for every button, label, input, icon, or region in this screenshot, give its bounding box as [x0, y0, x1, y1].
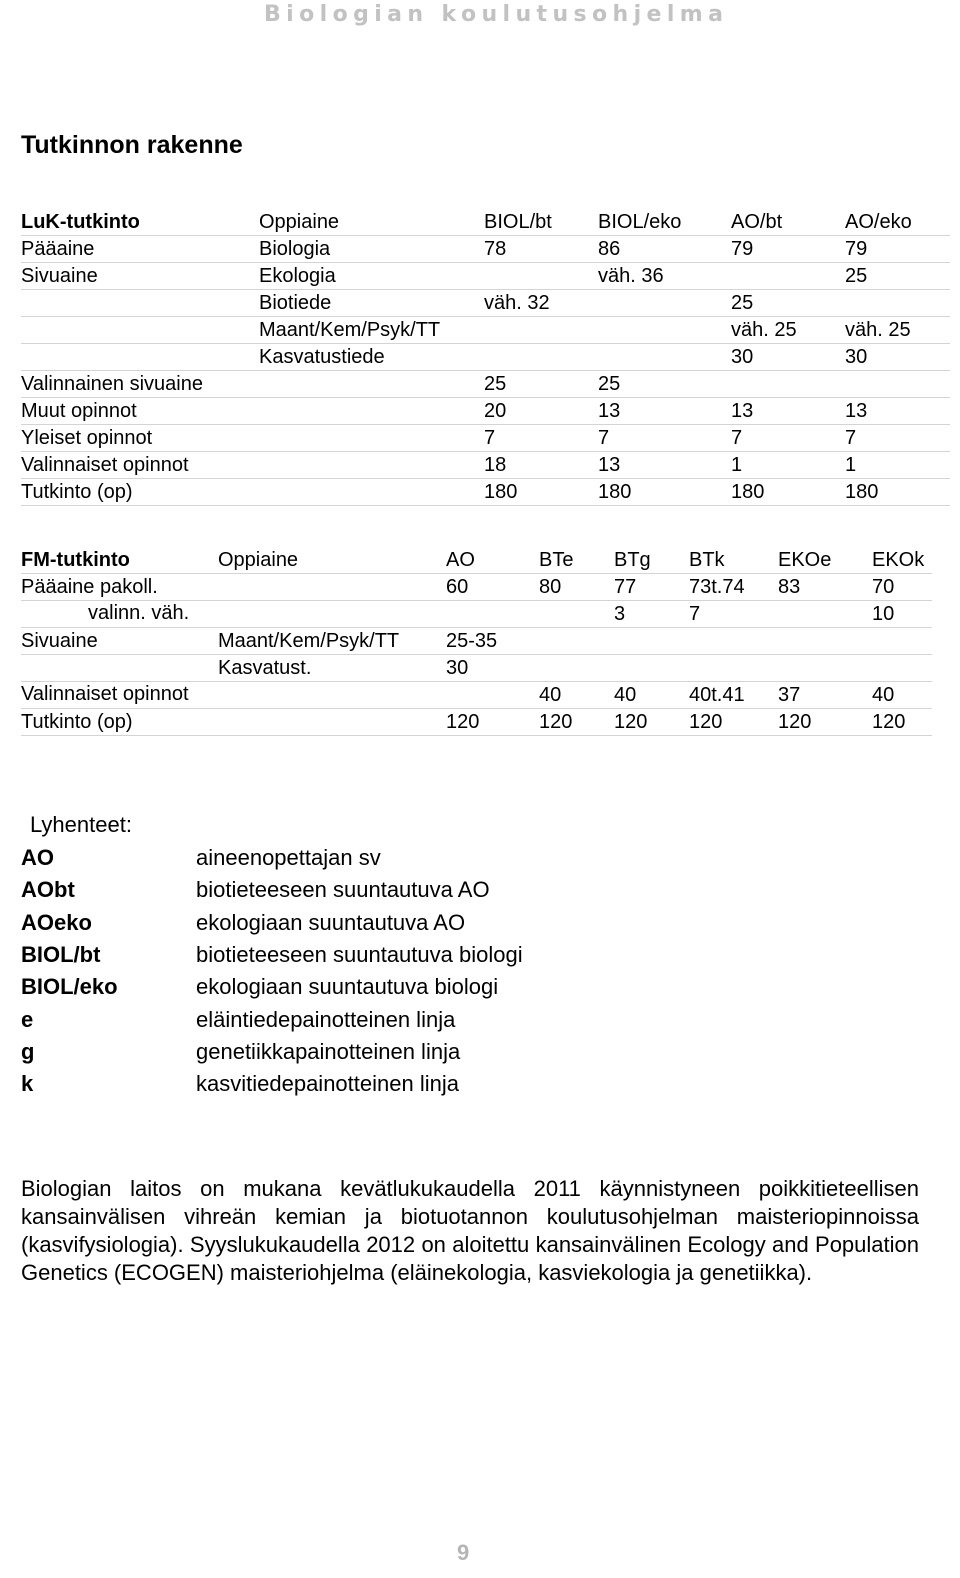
table-cell: 70 [872, 574, 932, 601]
table-cell: BIOL/bt [484, 209, 598, 236]
table-row [21, 452, 950, 479]
table-cell [484, 344, 598, 371]
table-cell [539, 655, 614, 682]
table-cell: 120 [614, 709, 689, 736]
abbreviation-key: e [21, 1006, 34, 1032]
table-cell: 7 [598, 425, 731, 452]
table-cell [218, 709, 446, 736]
abbreviation-key: AOeko [21, 909, 92, 935]
table-cell: 120 [446, 709, 539, 736]
table-cell: 80 [539, 574, 614, 601]
table-cell: valinn. väh. [21, 601, 218, 628]
table-cell [259, 398, 484, 425]
table-cell: 7 [845, 425, 950, 452]
table-cell: AO [446, 547, 539, 574]
table-cell: Tutkinto (op) [21, 479, 259, 506]
table-cell: 1 [845, 452, 950, 479]
abbreviation-key: g [21, 1038, 35, 1064]
table-cell [484, 263, 598, 290]
table-row [21, 317, 950, 344]
table-cell [689, 628, 778, 655]
table-cell: 83 [778, 574, 872, 601]
table-cell: FM-tutkinto [21, 547, 218, 574]
table-cell: Muut opinnot [21, 398, 259, 425]
table-cell: 10 [872, 601, 932, 628]
page-number: 9 [457, 1540, 470, 1565]
table-cell: 25-35 [446, 628, 539, 655]
table-cell: 37 [778, 682, 872, 709]
table-row [21, 709, 932, 736]
table-cell: 40t.41 [689, 682, 778, 709]
table-cell [778, 628, 872, 655]
table-cell: 180 [845, 479, 950, 506]
table-cell: väh. 25 [845, 317, 950, 344]
abbreviation-meaning: kasvitiedepainotteinen linja [196, 1071, 459, 1097]
table-cell: Maant/Kem/Psyk/TT [259, 317, 484, 344]
table-cell: 30 [731, 344, 845, 371]
table-cell: 13 [598, 452, 731, 479]
table-cell: 25 [845, 263, 950, 290]
table-cell [259, 452, 484, 479]
table-row [21, 479, 950, 506]
table-cell: Tutkinto (op) [21, 709, 218, 736]
table-cell: Yleiset opinnot [21, 425, 259, 452]
table-cell: Maant/Kem/Psyk/TT [218, 628, 446, 655]
table-cell: 79 [845, 236, 950, 263]
table-cell [689, 655, 778, 682]
table-cell [218, 601, 446, 628]
table-cell: Ekologia [259, 263, 484, 290]
table-cell: Pääaine pakoll. [21, 574, 218, 601]
abbreviation-meaning: genetiikkapainotteinen linja [196, 1038, 461, 1064]
table-row [21, 682, 932, 709]
table-cell: 7 [731, 425, 845, 452]
table-cell [21, 290, 259, 317]
table-cell [259, 479, 484, 506]
table-cell [21, 655, 218, 682]
table-cell [539, 601, 614, 628]
table-cell: Biotiede [259, 290, 484, 317]
body-paragraph: Biologian laitos on mukana kevätlukukaudella 2011 käynnistyneen poikkitieteellisen kansainvälisen vihreän kemian ja biotuotannon koulutusohjelman maisteriopinnoissa (kasvifysiologia). Syyslukukaudella 2012 on aloitettu kansainvälinen Ecology and Population Genetics (ECOGEN) maisteriohjelma (eläinekologia, kasviekologia ja genetiikka). [21, 1176, 919, 1285]
table-cell [872, 628, 932, 655]
table-cell: väh. 36 [598, 263, 731, 290]
abbreviation-meaning: ekologiaan suuntautuva AO [196, 909, 466, 935]
table-cell [484, 317, 598, 344]
table-row [21, 601, 932, 628]
abbreviation-meaning: ekologiaan suuntautuva biologi [196, 974, 499, 1000]
table-row [21, 655, 932, 682]
abbreviation-key: AO [21, 845, 54, 870]
table-cell: 7 [484, 425, 598, 452]
table-cell: 73t.74 [689, 574, 778, 601]
table-cell: BIOL/eko [598, 209, 731, 236]
table-cell: AO/bt [731, 209, 845, 236]
table-cell: BTe [539, 547, 614, 574]
table-cell: 25 [484, 371, 598, 398]
page-title: Tutkinnon rakenne [21, 131, 243, 159]
table-cell [21, 344, 259, 371]
abbreviation-meaning: biotieteeseen suuntautuva AO [196, 877, 490, 903]
table-cell: EKOe [778, 547, 872, 574]
table-cell: BTk [689, 547, 778, 574]
table-cell: 40 [614, 682, 689, 709]
abbreviations-heading: Lyhenteet: [30, 812, 132, 837]
table-cell: 78 [484, 236, 598, 263]
table-cell: 86 [598, 236, 731, 263]
abbreviation-key: AObt [21, 877, 75, 903]
table-cell [731, 263, 845, 290]
table-cell [778, 601, 872, 628]
table-cell: 40 [872, 682, 932, 709]
table-cell: Valinnainen sivuaine [21, 371, 259, 398]
table-cell: 30 [845, 344, 950, 371]
table-row [21, 290, 950, 317]
table-cell: 60 [446, 574, 539, 601]
table-row [21, 344, 950, 371]
abbreviation-meaning: aineenopettajan sv [196, 845, 381, 870]
table-header-row [21, 209, 950, 236]
table-cell: 13 [598, 398, 731, 425]
abbreviation-key: BIOL/eko [21, 974, 118, 1000]
table-cell: 120 [872, 709, 932, 736]
table-cell [614, 655, 689, 682]
table-cell [218, 574, 446, 601]
table-cell: BTg [614, 547, 689, 574]
table-cell: 180 [484, 479, 598, 506]
table-cell: 180 [731, 479, 845, 506]
table-row [21, 371, 950, 398]
table-cell: 13 [731, 398, 845, 425]
table-cell [778, 655, 872, 682]
table-cell: 180 [598, 479, 731, 506]
table-cell: AO/eko [845, 209, 950, 236]
table-cell: Oppiaine [259, 209, 484, 236]
table-cell [845, 371, 950, 398]
table-cell [845, 290, 950, 317]
table-cell: 79 [731, 236, 845, 263]
luk-degree-table [21, 209, 950, 506]
table-row [21, 263, 950, 290]
table-cell: Pääaine [21, 236, 259, 263]
table-cell [259, 425, 484, 452]
table-cell: 120 [778, 709, 872, 736]
table-cell: Valinnaiset opinnot [21, 682, 218, 709]
table-cell: 30 [446, 655, 539, 682]
table-cell: EKOk [872, 547, 932, 574]
table-row [21, 236, 950, 263]
table-cell [446, 682, 539, 709]
table-cell: 77 [614, 574, 689, 601]
table-cell [872, 655, 932, 682]
table-cell: LuK-tutkinto [21, 209, 259, 236]
abbreviation-key: k [21, 1071, 34, 1097]
abbreviation-meaning: eläintiedepainotteinen linja [196, 1006, 456, 1032]
table-cell: 20 [484, 398, 598, 425]
table-cell: Kasvatust. [218, 655, 446, 682]
abbreviation-meaning: biotieteeseen suuntautuva biologi [196, 941, 523, 967]
table-row [21, 628, 932, 655]
table-cell: väh. 32 [484, 290, 598, 317]
table-cell: 7 [689, 601, 778, 628]
table-cell: Kasvatustiede [259, 344, 484, 371]
table-cell: 1 [731, 452, 845, 479]
table-cell: 13 [845, 398, 950, 425]
table-cell [614, 628, 689, 655]
table-cell [598, 290, 731, 317]
table-cell: Valinnaiset opinnot [21, 452, 259, 479]
table-cell: 120 [689, 709, 778, 736]
table-cell: Sivuaine [21, 628, 218, 655]
table-cell [259, 371, 484, 398]
document-header: Biologian koulutusohjelma [264, 2, 729, 27]
table-cell [731, 371, 845, 398]
table-cell: 25 [731, 290, 845, 317]
table-cell: Oppiaine [218, 547, 446, 574]
table-cell: väh. 25 [731, 317, 845, 344]
table-cell [218, 682, 446, 709]
table-cell [446, 601, 539, 628]
table-cell [598, 317, 731, 344]
table-cell: 18 [484, 452, 598, 479]
table-cell: 3 [614, 601, 689, 628]
table-cell: Sivuaine [21, 263, 259, 290]
table-cell: 120 [539, 709, 614, 736]
table-row [21, 425, 950, 452]
table-cell: 25 [598, 371, 731, 398]
table-cell [21, 317, 259, 344]
table-header-row [21, 547, 932, 574]
table-cell [598, 344, 731, 371]
table-row [21, 398, 950, 425]
table-cell: Biologia [259, 236, 484, 263]
table-cell: 40 [539, 682, 614, 709]
table-cell [539, 628, 614, 655]
fm-degree-table [21, 547, 932, 736]
abbreviation-key: BIOL/bt [21, 941, 101, 967]
table-row [21, 574, 932, 601]
